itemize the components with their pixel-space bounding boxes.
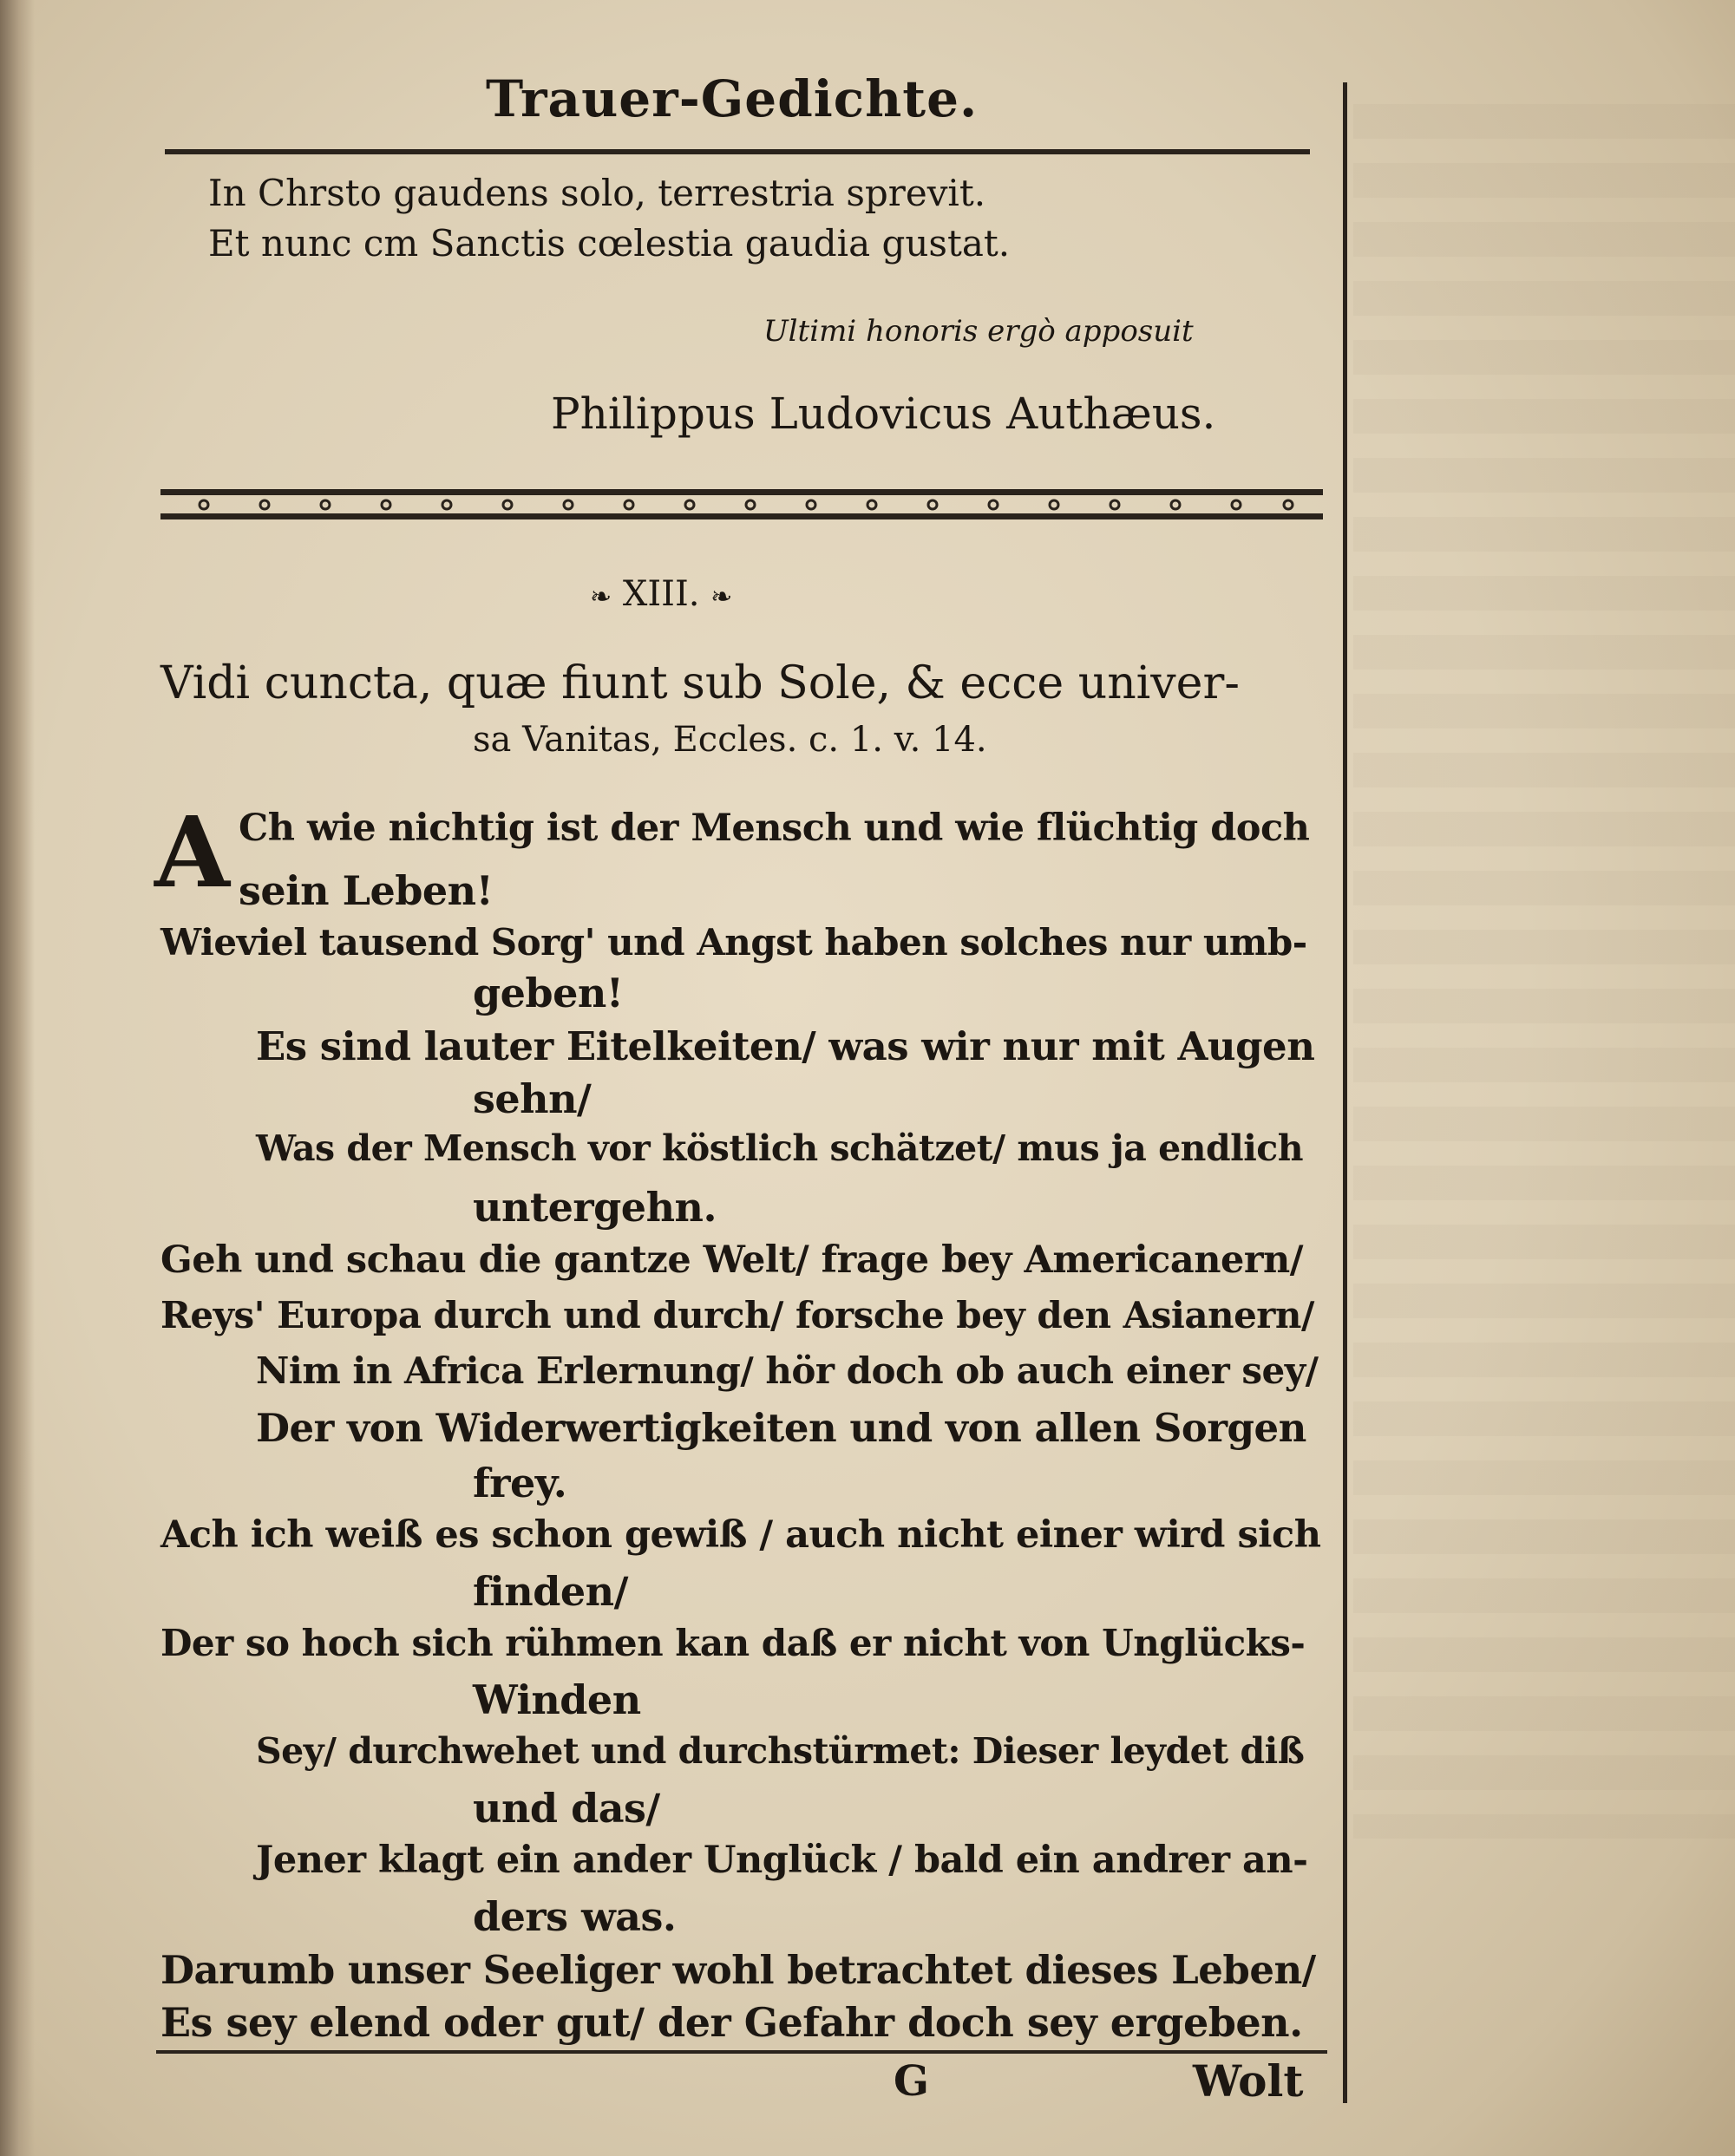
- catchword: Wolt: [1193, 2055, 1304, 2107]
- flourish-left-icon: ❧: [590, 582, 612, 612]
- poem-line-3: Wieviel tausend Sorg' und Angst haben solches nur umb-: [160, 921, 1307, 964]
- section-numeral: XIII.: [622, 574, 700, 614]
- header-rule: [165, 149, 1310, 154]
- poem-line-10: Reys' Europa durch und durch/ forsche bey den Asianern/: [160, 1294, 1314, 1336]
- book-spine-shadow: [0, 0, 35, 2156]
- poem-line-8: untergehn.: [473, 1184, 717, 1231]
- poem-line-11: Nim in Africa Erlernung/ hör doch ob auch einer sey/: [256, 1349, 1319, 1392]
- drop-cap: A: [154, 796, 230, 910]
- poem-line-13: frey.: [473, 1460, 567, 1506]
- poem-line-20: Jener klagt ein ander Unglück / bald ein andrer an-: [256, 1839, 1308, 1882]
- poem-line-2: sein Leben!: [239, 867, 494, 914]
- flourish-right-icon: ❧: [710, 582, 733, 612]
- dedication-line: Ultimi honoris ergò apposuit: [763, 314, 1194, 349]
- poem-line-6: sehn/: [473, 1075, 592, 1122]
- poem-line-15: finden/: [473, 1568, 628, 1615]
- bleed-through-text: [1353, 104, 1735, 1839]
- poem-line-5: Es sind lauter Eitelkeiten/ was wir nur mit Augen: [256, 1023, 1315, 1069]
- epigraph-line-1: Vidi cuncta, quæ fiunt sub Sole, & ecce univer-: [160, 657, 1240, 709]
- poem-line-9: Geh und schau die gantze Welt/ frage bey Americanern/: [160, 1238, 1303, 1282]
- poem-line-4: geben!: [473, 970, 624, 1016]
- latin-verse-1: In Chrsto gaudens solo, terrestria sprevit.: [208, 172, 986, 214]
- poem-line-23: Es sey elend oder gut/ der Gefahr doch sey ergeben.: [160, 1999, 1303, 2046]
- author-signature: Philippus Ludovicus Authæus.: [551, 389, 1216, 439]
- ornamental-divider: [160, 486, 1323, 524]
- poem-line-19: und das/: [473, 1785, 660, 1832]
- latin-verse-2: Et nunc cm Sanctis cœlestia gaudia gustat.: [208, 222, 1011, 265]
- right-margin-rule: [1343, 82, 1347, 2103]
- running-header: Trauer-Gedichte.: [486, 69, 979, 128]
- poem-line-7: Was der Mensch vor köstlich schätzet/ mus ja endlich: [256, 1127, 1304, 1169]
- signature-mark: G: [894, 2057, 929, 2106]
- poem-line-18: Sey/ durchwehet und durchstürmet: Dieser leydet diß: [256, 1730, 1305, 1772]
- poem-line-12: Der von Widerwertigkeiten und von allen Sorgen: [256, 1405, 1306, 1451]
- poem-line-1: Ch wie nichtig ist der Mensch und wie flüchtig doch: [239, 807, 1310, 850]
- poem-line-22: Darumb unser Seeliger wohl betrachtet dieses Leben/: [160, 1947, 1316, 1993]
- poem-line-16: Der so hoch sich rühmen kan daß er nicht von Unglücks-: [160, 1622, 1306, 1664]
- poem-line-17: Winden: [473, 1676, 641, 1723]
- footer-rule: [156, 2050, 1327, 2054]
- epigraph-line-2: sa Vanitas, Eccles. c. 1. v. 14.: [473, 720, 987, 760]
- poem-line-14: Ach ich weiß es schon gewiß / auch nicht einer wird sich: [160, 1513, 1321, 1557]
- poem-line-21: ders was.: [473, 1893, 677, 1940]
- section-number: [590, 574, 815, 623]
